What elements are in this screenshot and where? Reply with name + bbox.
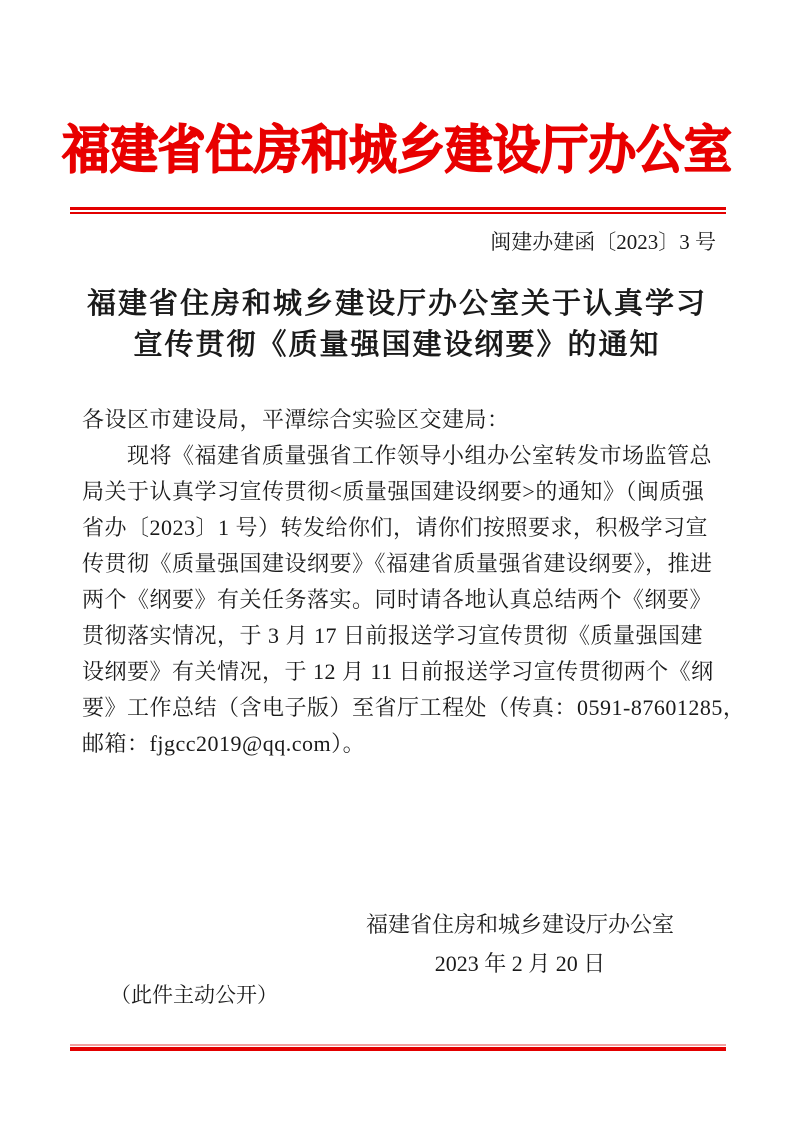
disclosure-note: （此件主动公开） bbox=[110, 983, 278, 1007]
body-line: 设纲要》有关情况，于 12 月 11 日前报送学习宣传贯彻两个《纲 bbox=[82, 659, 714, 684]
document-number: 闽建办建函〔2023〕3 号 bbox=[490, 230, 716, 254]
letterhead-title-text: 福建省住房和城乡建设厅办公室 bbox=[62, 122, 732, 180]
body-line: 要》工作总结（含电子版）至省厅工程处（传真：0591-87601285， bbox=[82, 695, 746, 720]
body-line: 贯彻落实情况，于 3 月 17 日前报送学习宣传贯彻《质量强国建 bbox=[82, 623, 704, 648]
notice-body bbox=[82, 402, 746, 762]
body-line: 邮箱：fjgcc2019@qq.com）。 bbox=[82, 731, 366, 756]
signature-block bbox=[340, 905, 700, 983]
notice-title bbox=[47, 284, 747, 366]
salutation: 各设区市建设局，平潭综合实验区交建局： bbox=[82, 407, 510, 432]
signature-date: 2023 年 2 月 20 日 bbox=[434, 951, 606, 976]
letterhead-double-rule bbox=[70, 207, 726, 214]
body-line: 两个《纲要》有关任务落实。同时请各地认真总结两个《纲要》 bbox=[82, 587, 713, 612]
signature-org: 福建省住房和城乡建设厅办公室 bbox=[365, 912, 674, 937]
body-line: 省办〔2023〕1 号）转发给你们，请你们按照要求，积极学习宣 bbox=[82, 515, 709, 540]
letterhead-title bbox=[0, 118, 794, 184]
body-line: 传贯彻《质量强国建设纲要》《福建省质量强省建设纲要》，推进 bbox=[82, 551, 713, 576]
body-line: 局关于认真学习宣传贯彻<质量强国建设纲要>的通知》（闽质强 bbox=[82, 479, 705, 504]
notice-title-line2: 宣传贯彻《质量强国建设纲要》的通知 bbox=[133, 329, 661, 361]
footer-double-rule bbox=[70, 1044, 726, 1051]
notice-title-line1: 福建省住房和城乡建设厅办公室关于认真学习 bbox=[86, 288, 707, 320]
body-line: 现将《福建省质量强省工作领导小组办公室转发市场监管总 bbox=[127, 443, 713, 468]
